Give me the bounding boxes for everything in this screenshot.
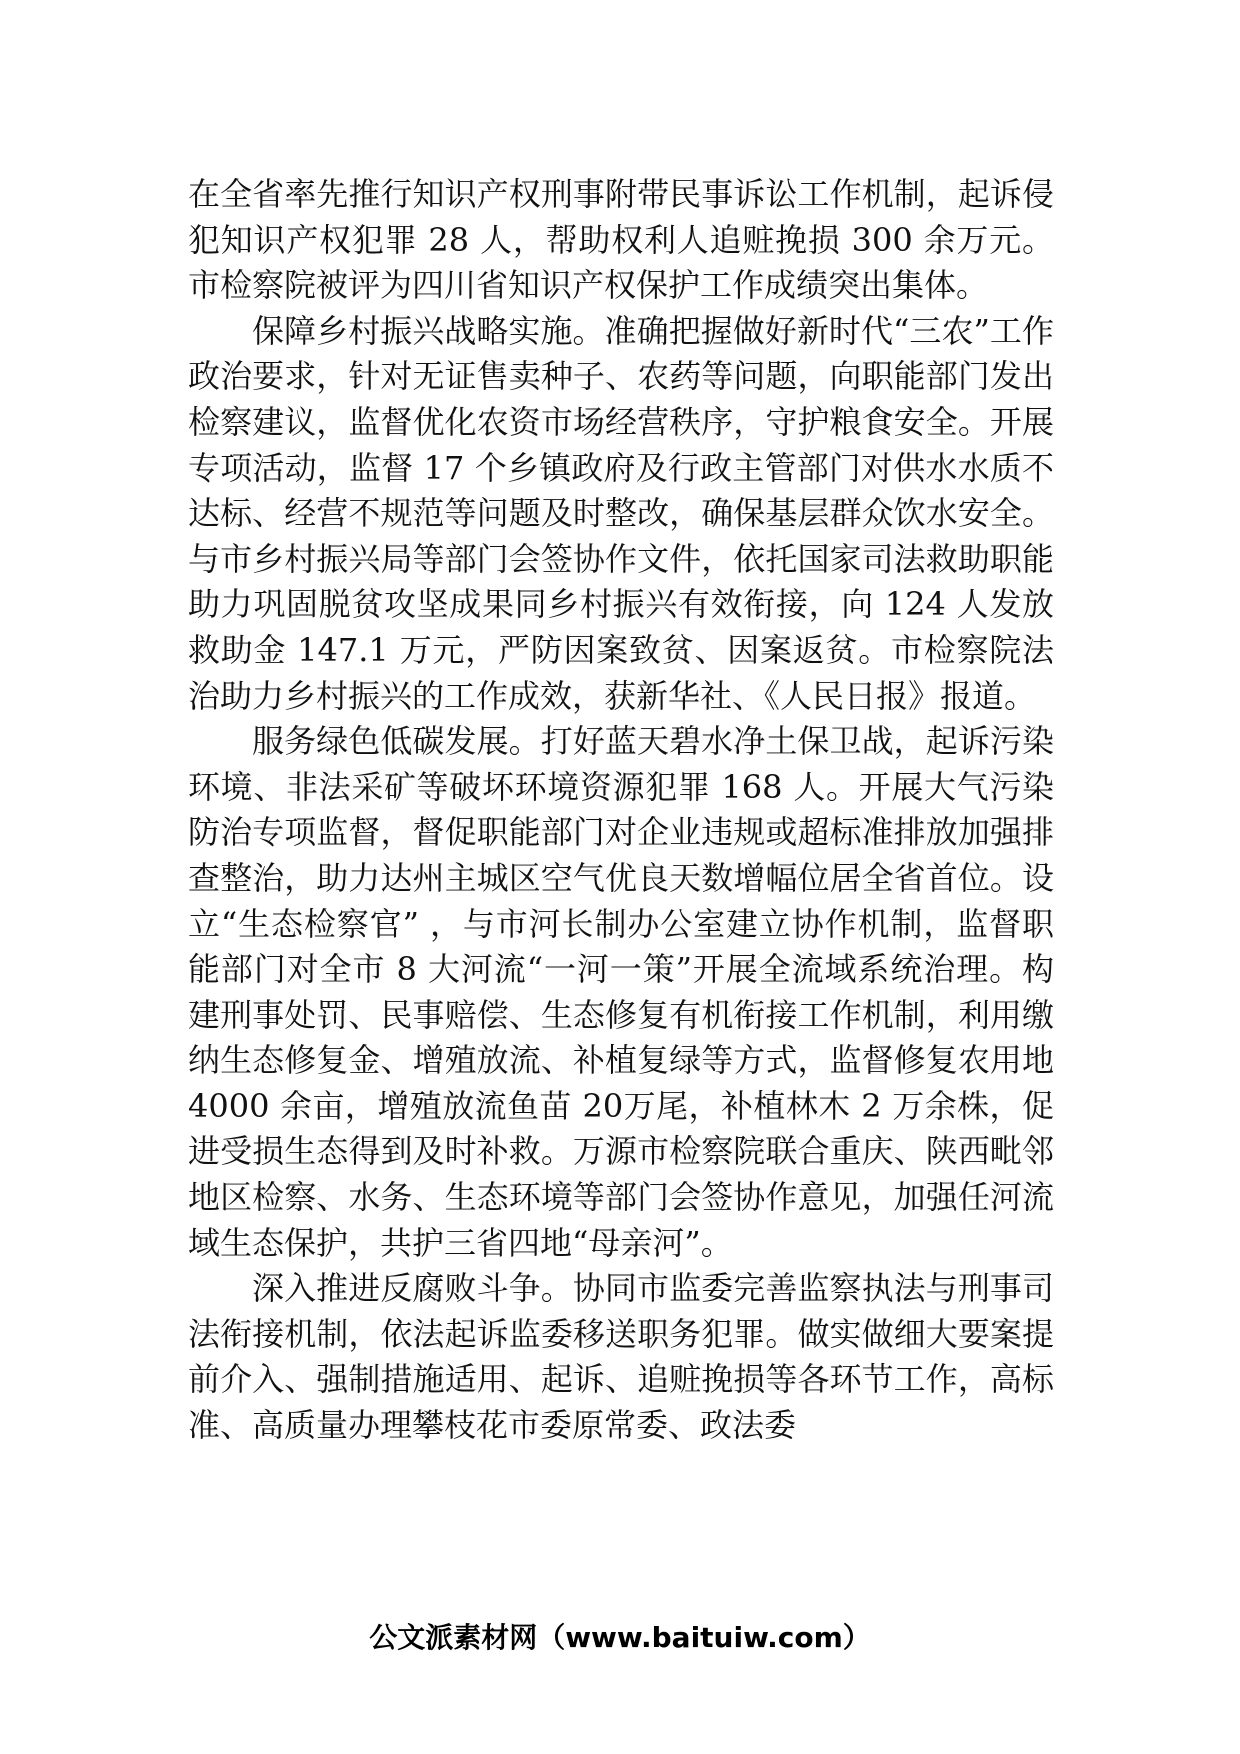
page-footer-watermark: 公文派素材网（www.baituiw.com） (369, 1621, 871, 1654)
paragraph-anti-corruption: 深入推进反腐败斗争。协同市监委完善监察执法与刑事司法衔接机制，依法起诉监委移送职务犯罪。做实做细大要案提前介入、强制措施适用、起诉、追赃挽损等各环节工作，高标准、高质量办理攀枝花市委原常委、政法委 (188, 1269, 1054, 1445)
paragraph-ip-protection: 在全省率先推行知识产权刑事附带民事诉讼工作机制，起诉侵犯知识产权犯罪 28 人，帮助权利人追赃挽损 300 余万元。市检察院被评为四川省知识产权保护工作成绩突出集体。 (188, 175, 1054, 305)
paragraph-rural-revitalization: 保障乡村振兴战略实施。准确把握做好新时代“三农”工作政治要求，针对无证售卖种子、农药等问题，向职能部门发出检察建议，监督优化农资市场经营秩序，守护粮食安全。开展专项活动，监督 17 个乡镇政府及行政主管部门对供水水质不达标、经营不规范等问题及时整改，确保基层群众饮水安全。与市乡村振兴局等部门会签协作文件，依托国家司法救助职能助力巩固脱贫攻坚成果同乡村振兴有效衔接，向 124 人发放救助金 147.1 万元，严防因案致贫、因案返贫。市检察院法治助力乡村振兴的工作成效，获新华社、《人民日报》报道。 (188, 311, 1054, 715)
paragraph-green-development: 服务绿色低碳发展。打好蓝天碧水净土保卫战，起诉污染环境、非法采矿等破坏环境资源犯罪 168 人。开展大气污染防治专项监督，督促职能部门对企业违规或超标准排放加强排查整治，助力达州主城区空气优良天数增幅位居全省首位。设立“生态检察官” ，与市河长制办公室建立协作机制，监督职能部门对全市 8 大河流“一河一策”开展全流域系统治理。构建刑事处罚、民事赔偿、生态修复有机衔接工作机制，利用缴纳生态修复金、增殖放流、补植复绿等方式，监督修复农用地 4000 余亩，增殖放流鱼苗 20万尾，补植林木 2 万余株，促进受损生态得到及时补救。万源市检察院联合重庆、陕西毗邻地区检察、水务、生态环境等部门会签协作意见，加强任河流域生态保护，共护三省四地“母亲河”。 (188, 722, 1065, 1262)
document-body (188, 172, 1065, 1449)
